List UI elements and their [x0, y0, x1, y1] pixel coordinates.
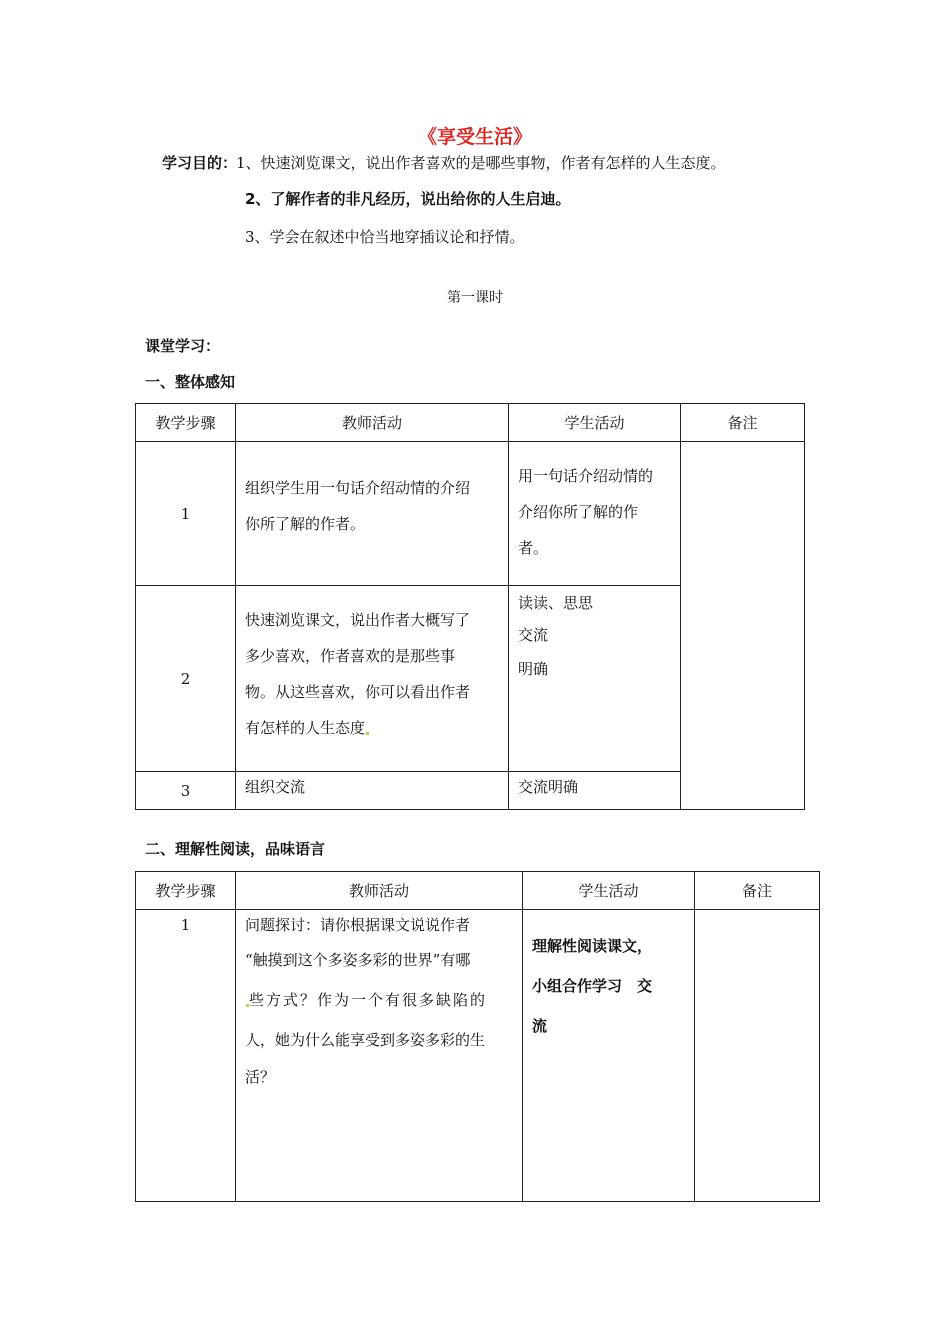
student-activity: 理解性阅读课文， 小组合作学习 交 流 [523, 910, 695, 1202]
teacher-activity: 快速浏览课文，说出作者大概写了 多少喜欢，作者喜欢的是那些事 物。从这些喜欢，你可以看出作者 有怎样的人生态度 [236, 586, 509, 772]
step-number: 2 [136, 586, 236, 772]
overview-table [135, 403, 805, 810]
edit-mark [366, 732, 369, 735]
header-step: 教学步骤 [136, 872, 236, 910]
document-title: 《享受生活》 [417, 126, 532, 148]
section1-heading: 一、整体感知 [145, 373, 236, 391]
header-student: 学生活动 [509, 404, 681, 442]
table-header-row [136, 872, 820, 910]
table-row [136, 442, 805, 586]
table-header-row [136, 404, 805, 442]
objective-3: 3、学会在叙述中恰当地穿插议论和抒情。 [245, 228, 525, 246]
table-row [136, 910, 820, 1202]
teacher-activity: 组织交流 [236, 772, 509, 810]
teacher-activity: 组织学生用一句话介绍动情的介绍 你所了解的作者。 [236, 442, 509, 586]
header-notes: 备注 [681, 404, 805, 442]
objective-2: 2、了解作者的非凡经历，说出给你的人生启迪。 [245, 190, 571, 208]
step-number: 1 [136, 910, 236, 1202]
header-teacher: 教师活动 [236, 404, 509, 442]
notes-cell [695, 910, 820, 1202]
teacher-activity: 问题探讨：请你根据课文说说作者 “触摸到这个多姿多彩的世界”有哪 些方式？作为一个有很多缺陷的 人，她为什么能享受到多姿多彩的生 活？ [236, 910, 523, 1202]
header-notes: 备注 [695, 872, 820, 910]
header-student: 学生活动 [523, 872, 695, 910]
step-number: 1 [136, 442, 236, 586]
classroom-heading: 课堂学习： [145, 337, 221, 355]
student-activity: 用一句话介绍动情的 介绍你所了解的作 者。 [509, 442, 681, 586]
header-step: 教学步骤 [136, 404, 236, 442]
objective-1: 1、快速浏览课文，说出作者喜欢的是哪些事物，作者有怎样的人生态度。 [236, 154, 726, 172]
reading-table [135, 871, 820, 1202]
step-number: 3 [136, 772, 236, 810]
student-activity: 交流明确 [509, 772, 681, 810]
notes-cell [681, 442, 805, 810]
header-teacher: 教师活动 [236, 872, 523, 910]
section2-heading: 二、理解性阅读，品味语言 [145, 840, 326, 858]
student-activity: 读读、思思 交流 明确 [509, 586, 681, 772]
lesson-label: 第一课时 [447, 290, 503, 306]
objectives-label: 学习目的： [162, 154, 238, 172]
